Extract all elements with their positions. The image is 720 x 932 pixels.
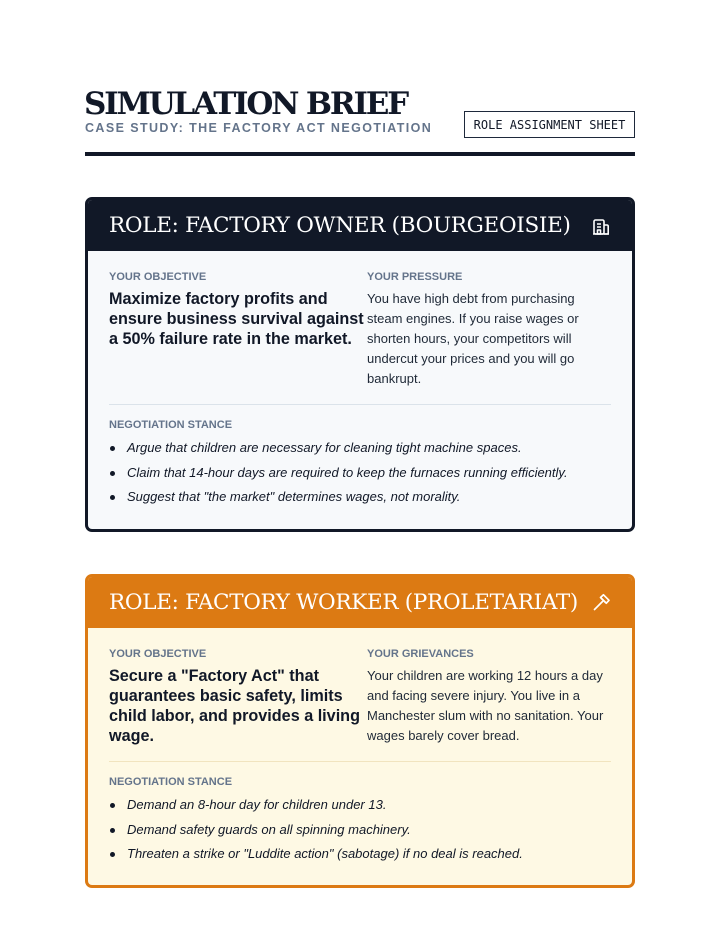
role-assignment-tag: ROLE ASSIGNMENT SHEET: [464, 111, 635, 138]
brief-header: [85, 86, 635, 156]
building-icon: [590, 215, 612, 237]
owner-objective-label: YOUR OBJECTIVE: [109, 271, 207, 283]
list-item: Demand an 8-hour day for children under 13.: [109, 797, 611, 813]
worker-grievances-label: YOUR GRIEVANCES: [367, 648, 474, 660]
owner-pressure-label: YOUR PRESSURE: [367, 271, 463, 283]
worker-section-divider: [109, 761, 611, 762]
worker-stance-section: [109, 776, 611, 862]
page-title: SIMULATION BRIEF: [84, 86, 407, 122]
factory-worker-header: [88, 577, 632, 628]
owner-pressure-text: You have high debt from purchasing steam engines. If you raise wages or shorten hours, your competitors will undercut your prices and you will go bankrupt.: [367, 291, 579, 386]
worker-objective-label: YOUR OBJECTIVE: [109, 648, 207, 660]
list-item: Argue that children are necessary for cleaning tight machine spaces.: [109, 440, 611, 456]
list-item: Suggest that "the market" determines wages, not morality.: [109, 489, 611, 505]
worker-stance-label: NEGOTIATION STANCE: [109, 776, 233, 788]
header-divider: [85, 152, 635, 156]
worker-stance-list: [109, 797, 611, 862]
list-item: Demand safety guards on all spinning machinery.: [109, 822, 611, 838]
list-item: Threaten a strike or "Luddite action" (sabotage) if no deal is reached.: [109, 846, 611, 862]
factory-owner-title: ROLE: FACTORY OWNER (BOURGEOISIE): [109, 213, 571, 238]
owner-section-divider: [109, 404, 611, 405]
hammer-icon: [590, 592, 612, 614]
worker-objective-text: Secure a "Factory Act" that guarantees basic safety, limits child labor, and provides a living wage.: [109, 667, 360, 745]
list-item: Claim that 14-hour days are required to keep the furnaces running efficiently.: [109, 465, 611, 481]
owner-stance-section: [109, 419, 611, 505]
factory-owner-header: [88, 200, 632, 251]
page-subtitle: CASE STUDY: THE FACTORY ACT NEGOTIATION: [85, 121, 433, 135]
factory-worker-card: [85, 574, 635, 888]
factory-owner-card: [85, 197, 635, 532]
factory-worker-title: ROLE: FACTORY WORKER (PROLETARIAT): [109, 590, 578, 615]
owner-objective-text: Maximize factory profits and ensure business survival against a 50% failure rate in the market.: [109, 290, 364, 348]
worker-grievances-text: Your children are working 12 hours a day and facing severe injury. You live in a Manchester slum with no sanitation. Your wages barely cover bread.: [367, 668, 604, 743]
owner-stance-label: NEGOTIATION STANCE: [109, 419, 233, 431]
owner-stance-list: [109, 440, 611, 505]
